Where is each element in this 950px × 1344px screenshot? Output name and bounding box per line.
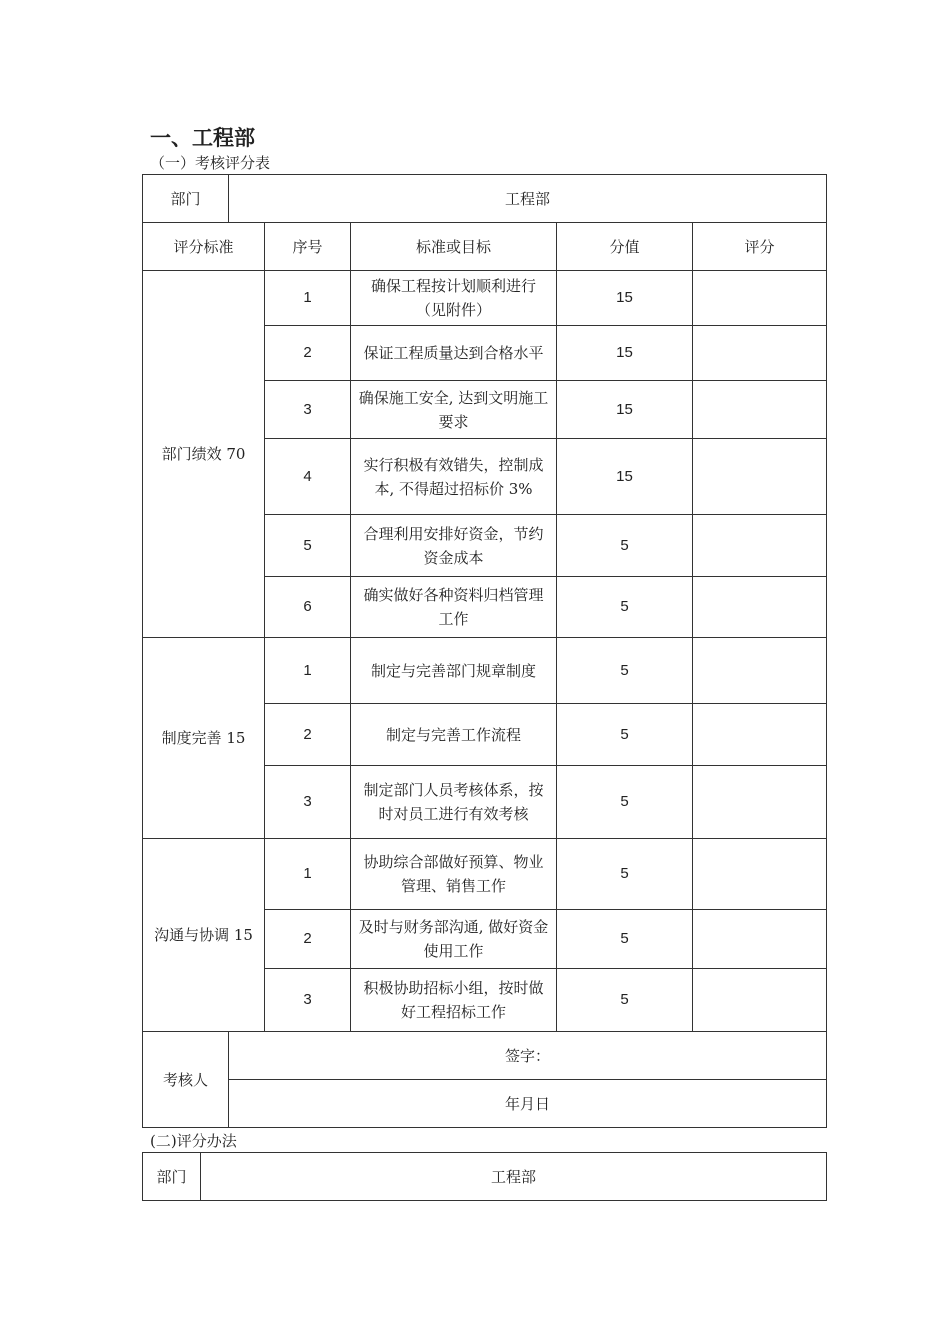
row-score: 5 bbox=[557, 638, 693, 704]
row-score: 5 bbox=[557, 577, 693, 638]
date-field[interactable]: 年月日 bbox=[229, 1080, 827, 1128]
row-score: 5 bbox=[557, 910, 693, 969]
row-goal: 协助综合部做好预算、物业管理、销售工作 bbox=[351, 839, 557, 910]
row-rating-cell[interactable] bbox=[693, 839, 827, 910]
row-goal: 积极协助招标小组，按时做好工程招标工作 bbox=[351, 969, 557, 1032]
page-title: 一、工程部 bbox=[150, 126, 255, 150]
row-goal: 及时与财务部沟通, 做好资金使用工作 bbox=[351, 910, 557, 969]
assessor-row bbox=[143, 1032, 827, 1080]
dept-value: 工程部 bbox=[229, 175, 827, 223]
row-goal: 保证工程质量达到合格水平 bbox=[351, 326, 557, 381]
row-score: 15 bbox=[557, 439, 693, 515]
dept-label: 部门 bbox=[143, 175, 229, 223]
row-rating-cell[interactable] bbox=[693, 704, 827, 766]
row-rating-cell[interactable] bbox=[693, 910, 827, 969]
row-rating-cell[interactable] bbox=[693, 969, 827, 1032]
row-score: 5 bbox=[557, 839, 693, 910]
header-row bbox=[143, 223, 827, 271]
row-seq: 3 bbox=[265, 969, 351, 1032]
section-heading-evaluation: （一）考核评分表 bbox=[150, 154, 271, 172]
table-row bbox=[143, 839, 827, 910]
method-table bbox=[142, 1152, 827, 1201]
row-rating-cell[interactable] bbox=[693, 577, 827, 638]
row-score: 15 bbox=[557, 271, 693, 326]
row-rating-cell[interactable] bbox=[693, 515, 827, 577]
row-goal: 实行积极有效错失，控制成本, 不得超过招标价 3% bbox=[351, 439, 557, 515]
row-rating-cell[interactable] bbox=[693, 766, 827, 839]
dept-label: 部门 bbox=[143, 1153, 201, 1201]
table-row bbox=[143, 271, 827, 326]
row-goal: 合理利用安排好资金，节约资金成本 bbox=[351, 515, 557, 577]
date-row bbox=[143, 1080, 827, 1128]
row-goal: 制定部门人员考核体系，按时对员工进行有效考核 bbox=[351, 766, 557, 839]
row-seq: 1 bbox=[265, 839, 351, 910]
row-rating-cell[interactable] bbox=[693, 638, 827, 704]
row-seq: 2 bbox=[265, 910, 351, 969]
row-score: 5 bbox=[557, 766, 693, 839]
row-rating-cell[interactable] bbox=[693, 381, 827, 439]
section-heading-method: (二)评分办法 bbox=[150, 1132, 237, 1150]
row-seq: 3 bbox=[265, 381, 351, 439]
row-seq: 4 bbox=[265, 439, 351, 515]
dept-row bbox=[143, 1153, 827, 1201]
row-seq: 3 bbox=[265, 766, 351, 839]
row-goal: 制定与完善工作流程 bbox=[351, 704, 557, 766]
row-score: 15 bbox=[557, 381, 693, 439]
row-seq: 5 bbox=[265, 515, 351, 577]
group-name: 部门绩效 70 bbox=[143, 271, 265, 638]
row-goal: 确保工程按计划顺利进行（见附件） bbox=[351, 271, 557, 326]
group-name: 制度完善 15 bbox=[143, 638, 265, 839]
row-seq: 1 bbox=[265, 271, 351, 326]
assessor-label: 考核人 bbox=[143, 1032, 229, 1128]
group-name: 沟通与协调 15 bbox=[143, 839, 265, 1032]
header-criteria: 评分标准 bbox=[143, 223, 265, 271]
row-seq: 2 bbox=[265, 704, 351, 766]
row-seq: 6 bbox=[265, 577, 351, 638]
table-row bbox=[143, 638, 827, 704]
signature-field[interactable]: 签字： bbox=[229, 1032, 827, 1080]
header-goal: 标准或目标 bbox=[351, 223, 557, 271]
dept-row bbox=[143, 175, 827, 223]
row-rating-cell[interactable] bbox=[693, 271, 827, 326]
header-score: 分值 bbox=[557, 223, 693, 271]
row-rating-cell[interactable] bbox=[693, 326, 827, 381]
dept-value: 工程部 bbox=[201, 1153, 827, 1201]
row-goal: 确保施工安全, 达到文明施工要求 bbox=[351, 381, 557, 439]
row-goal: 制定与完善部门规章制度 bbox=[351, 638, 557, 704]
row-rating-cell[interactable] bbox=[693, 439, 827, 515]
row-goal: 确实做好各种资料归档管理工作 bbox=[351, 577, 557, 638]
header-seq: 序号 bbox=[265, 223, 351, 271]
row-seq: 1 bbox=[265, 638, 351, 704]
row-seq: 2 bbox=[265, 326, 351, 381]
row-score: 5 bbox=[557, 704, 693, 766]
row-score: 5 bbox=[557, 969, 693, 1032]
row-score: 15 bbox=[557, 326, 693, 381]
evaluation-table bbox=[142, 174, 827, 1128]
header-rating: 评分 bbox=[693, 223, 827, 271]
row-score: 5 bbox=[557, 515, 693, 577]
